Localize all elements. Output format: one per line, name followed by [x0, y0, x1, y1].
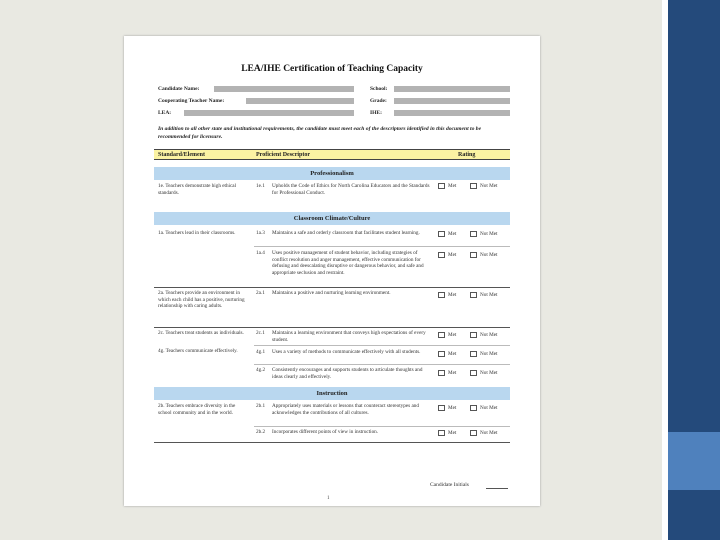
table-bottom-rule — [154, 442, 510, 443]
candidate-name-field[interactable] — [214, 86, 354, 92]
met-checkbox[interactable] — [438, 370, 445, 376]
candidate-initials-label: Candidate Initials — [430, 482, 469, 488]
met-label: Met — [448, 183, 457, 189]
met-checkbox[interactable] — [438, 351, 445, 357]
header-descriptor: Proficient Descriptor — [256, 152, 311, 158]
met-checkbox[interactable] — [438, 231, 445, 237]
met-checkbox[interactable] — [438, 332, 445, 338]
element-2c: 2c. Teachers treat students as individuals. — [158, 330, 244, 336]
met-label: Met — [448, 430, 457, 436]
section-professionalism: Professionalism — [154, 167, 510, 180]
not-met-checkbox[interactable] — [470, 370, 477, 376]
not-met-checkbox[interactable] — [470, 430, 477, 436]
met-checkbox[interactable] — [438, 430, 445, 436]
met-label: Met — [448, 231, 457, 237]
element-2b: 2b. Teachers embrace diversity in the school community and in the world. — [158, 403, 236, 416]
not-met-checkbox[interactable] — [470, 332, 477, 338]
not-met-checkbox[interactable] — [470, 183, 477, 189]
ihe-field[interactable] — [394, 110, 510, 116]
code-2b1: 2b.1 — [256, 403, 266, 409]
grade-label: Grade: — [370, 98, 387, 104]
not-met-label: Not Met — [480, 351, 498, 357]
not-met-label: Not Met — [480, 252, 498, 258]
met-label: Met — [448, 405, 457, 411]
met-checkbox[interactable] — [438, 292, 445, 298]
descriptor-2b2: Incorporates different points of view in instruction. — [272, 429, 379, 435]
row-divider — [154, 287, 510, 288]
descriptor-2b1: Appropriately uses materials or lessons that counteract stereotypes and acknowledges the contributions of all cultures. — [272, 403, 419, 416]
header-standard: Standard/Element — [158, 152, 206, 158]
met-label: Met — [448, 351, 457, 357]
cooperating-teacher-label: Cooperating Teacher Name: — [158, 98, 225, 104]
element-4g: 4g. Teachers communicate effectively. — [158, 348, 238, 354]
code-2b2: 2b.2 — [256, 429, 266, 435]
page-number: 1 — [327, 496, 330, 501]
met-checkbox[interactable] — [438, 252, 445, 258]
not-met-checkbox[interactable] — [470, 351, 477, 357]
candidate-name-label: Candidate Name: — [158, 86, 200, 92]
descriptor-divider — [254, 246, 510, 247]
code-1e1: 1e.1 — [256, 183, 265, 189]
descriptor-4g1: Uses a variety of methods to communicate effectively with all students. — [272, 349, 421, 355]
table-header — [154, 149, 510, 160]
code-1a3: 1a.3 — [256, 230, 265, 236]
form-title: LEA/IHE Certification of Teaching Capacity — [241, 64, 423, 74]
lea-label: LEA: — [158, 110, 172, 116]
met-checkbox[interactable] — [438, 405, 445, 411]
not-met-label: Not Met — [480, 370, 498, 376]
descriptor-divider — [254, 426, 510, 427]
element-1a: 1a. Teachers lead in their classrooms. — [158, 230, 236, 236]
met-label: Met — [448, 292, 457, 298]
code-4g2: 4g.2 — [256, 367, 266, 373]
element-1e: 1e. Teachers demonstrate high ethical standards. — [158, 183, 237, 196]
ihe-label: IHE: — [370, 110, 382, 116]
not-met-label: Not Met — [480, 405, 498, 411]
school-field[interactable] — [394, 86, 510, 92]
code-1a4: 1a.4 — [256, 250, 265, 256]
not-met-label: Not Met — [480, 332, 498, 338]
descriptor-2a1: Maintains a positive and nurturing learning environment. — [272, 290, 391, 296]
descriptor-1a4: Uses positive management of student behavior, including strategies of conflict resolution and anger management, effective communication for defusing and deescalating disruptive or dangerous behavior, and safe and appropriate seclusion and restraint. — [272, 250, 424, 276]
not-met-label: Not Met — [480, 292, 498, 298]
intro-text: In addition to all other state and institutional requirements, the candidate must meet each of the descriptors identified in this document to be recommended for licensure. — [158, 126, 482, 140]
met-label: Met — [448, 370, 457, 376]
met-label: Met — [448, 332, 457, 338]
grade-field[interactable] — [394, 98, 510, 104]
not-met-label: Not Met — [480, 183, 498, 189]
school-label: School: — [370, 86, 388, 92]
lea-field[interactable] — [184, 110, 354, 116]
document-page — [124, 36, 540, 506]
descriptor-2c1: Maintains a learning environment that conveys high expectations of every student. — [272, 330, 426, 343]
code-2c1: 2c.1 — [256, 330, 265, 336]
header-rating: Rating — [458, 152, 476, 158]
met-label: Met — [448, 252, 457, 258]
not-met-label: Not Met — [480, 231, 498, 237]
row-divider — [154, 327, 510, 328]
descriptor-1a3: Maintains a safe and orderly classroom that facilitates student learning. — [272, 230, 420, 236]
section-instruction: Instruction — [154, 387, 510, 400]
code-2a1: 2a.1 — [256, 290, 265, 296]
candidate-initials-field[interactable] — [486, 488, 508, 489]
not-met-checkbox[interactable] — [470, 231, 477, 237]
element-2a: 2a. Teachers provide an environment in which each child has a positive, nurturing relationship with caring adults. — [158, 290, 245, 310]
descriptor-1e1: Upholds the Code of Ethics for North Carolina Educators and the Standards for Professional Conduct. — [272, 183, 430, 196]
descriptor-4g2: Consistently encourages and supports students to articulate thoughts and ideas clearly and effectively. — [272, 367, 423, 380]
slide-accent-block — [668, 432, 720, 490]
code-4g1: 4g.1 — [256, 349, 266, 355]
descriptor-divider — [254, 345, 510, 346]
not-met-label: Not Met — [480, 430, 498, 436]
not-met-checkbox[interactable] — [470, 252, 477, 258]
cooperating-teacher-field[interactable] — [246, 98, 354, 104]
not-met-checkbox[interactable] — [470, 405, 477, 411]
descriptor-divider — [254, 364, 510, 365]
met-checkbox[interactable] — [438, 183, 445, 189]
section-classroom-climate: Classroom Climate/Culture — [154, 212, 510, 225]
not-met-checkbox[interactable] — [470, 292, 477, 298]
